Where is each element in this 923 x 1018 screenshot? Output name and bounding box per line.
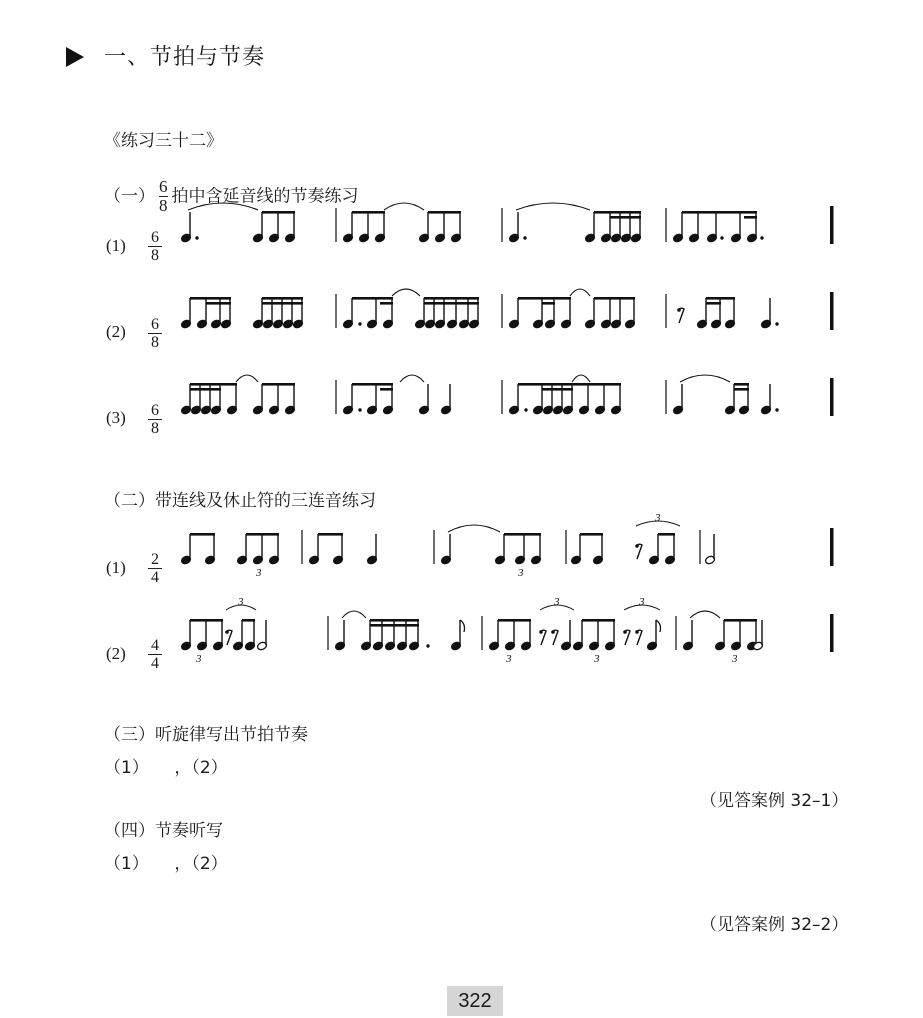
beam xyxy=(594,211,641,214)
beam xyxy=(504,533,541,536)
final-bar-line xyxy=(830,528,834,566)
beam xyxy=(190,388,221,391)
rest-dot xyxy=(551,630,555,634)
rest-dot xyxy=(635,544,639,548)
beam xyxy=(242,619,255,622)
rhythm-notation xyxy=(180,203,833,665)
beam xyxy=(542,388,573,391)
beam xyxy=(706,297,735,300)
beam xyxy=(262,302,303,305)
p1-row1-ts-num: 6 xyxy=(148,229,162,247)
part4-answer-ref: （见答案例 32–2） xyxy=(700,915,849,935)
triplet-mark: 3 xyxy=(256,567,262,579)
tie xyxy=(516,203,590,210)
p2-row2-ts-num: 4 xyxy=(148,637,162,655)
dot xyxy=(358,322,361,325)
p1-row3-ts-den: 8 xyxy=(151,420,159,437)
part3-items: （1） ，（2） xyxy=(104,758,228,778)
beam xyxy=(318,533,343,536)
part1-suffix: 拍中含延音线的节奏练习 xyxy=(171,186,359,207)
beam xyxy=(706,302,721,305)
page-number: 322 xyxy=(447,986,503,1016)
p2-row1-label: (1) xyxy=(106,558,126,577)
beam xyxy=(190,619,223,622)
dot xyxy=(524,408,527,411)
part4-items: （1） ，（2） xyxy=(104,854,228,874)
part3-heading: （三）听旋律写出节拍节奏 xyxy=(104,725,308,745)
beam xyxy=(190,383,237,386)
p2-row1-ts-den: 4 xyxy=(151,569,159,586)
p1-row2-label: (2) xyxy=(106,322,126,341)
dot xyxy=(358,408,361,411)
beam xyxy=(262,383,295,386)
beam xyxy=(424,297,479,300)
beam xyxy=(262,211,295,214)
beam xyxy=(580,533,603,536)
final-bar-line xyxy=(830,614,834,652)
part1-prefix: （一） xyxy=(104,186,155,207)
beam xyxy=(380,302,393,305)
beam xyxy=(744,216,757,219)
beam xyxy=(424,302,479,305)
beam xyxy=(428,211,461,214)
triplet-mark: 3 xyxy=(732,653,738,665)
final-bar-line xyxy=(830,378,834,416)
beam xyxy=(498,619,531,622)
tie xyxy=(188,203,258,210)
beam xyxy=(542,302,555,305)
beam xyxy=(352,297,393,300)
p2-row2-ts-den: 4 xyxy=(151,655,159,672)
beam xyxy=(734,383,749,386)
beam xyxy=(352,383,393,386)
dot xyxy=(426,644,429,647)
p1-row1-label: (1) xyxy=(106,236,126,255)
triplet-mark: 3 xyxy=(639,596,645,608)
part3-answer-ref: （见答案例 32–1） xyxy=(700,791,849,811)
p1-row3-ts-num: 6 xyxy=(148,402,162,420)
p1-row2-ts-num: 6 xyxy=(148,316,162,334)
dot xyxy=(195,236,198,239)
triplet-mark: 3 xyxy=(655,512,661,524)
beam xyxy=(518,297,571,300)
dot xyxy=(775,322,778,325)
rest-dot xyxy=(677,308,681,312)
beam xyxy=(246,533,279,536)
tie xyxy=(384,203,424,210)
beam xyxy=(206,302,231,305)
dot xyxy=(720,236,723,239)
part2-heading: （二）带连线及休止符的三连音练习 xyxy=(104,491,376,511)
beam xyxy=(594,297,635,300)
beam xyxy=(370,619,419,622)
triplet-mark: 3 xyxy=(238,596,244,608)
triplet-mark: 3 xyxy=(506,653,512,665)
tie xyxy=(690,611,720,618)
p2-row1-ts-num: 2 xyxy=(148,551,162,569)
beam xyxy=(724,619,757,622)
part1-frac-num: 6 xyxy=(159,177,168,196)
triplet-mark: 3 xyxy=(196,653,202,665)
tie xyxy=(572,375,590,382)
tie xyxy=(342,611,366,618)
beam xyxy=(262,297,303,300)
tie xyxy=(570,289,590,296)
final-bar-line xyxy=(830,206,834,244)
dot xyxy=(523,236,526,239)
beam xyxy=(658,533,675,536)
tie xyxy=(392,289,420,296)
beam xyxy=(518,383,621,386)
tie xyxy=(448,525,500,532)
rest-dot xyxy=(635,630,639,634)
beam xyxy=(352,211,385,214)
beam xyxy=(734,388,749,391)
beam xyxy=(380,388,393,391)
dot xyxy=(760,236,763,239)
rest-dot xyxy=(623,630,627,634)
part1-frac-den: 8 xyxy=(159,196,168,215)
section-title-text: 一、节拍与节奏 xyxy=(104,45,266,70)
tie xyxy=(680,375,730,382)
part4-heading: （四）节奏听写 xyxy=(104,821,223,841)
dot xyxy=(775,408,778,411)
beam xyxy=(190,297,231,300)
triplet-mark: 3 xyxy=(518,567,524,579)
p1-row3-label: (3) xyxy=(106,408,126,427)
p2-row2-label: (2) xyxy=(106,644,126,663)
rest-dot xyxy=(225,630,229,634)
beam xyxy=(370,624,419,627)
rest-dot xyxy=(539,630,543,634)
p1-row2-ts-den: 8 xyxy=(151,334,159,351)
p1-row1-ts-den: 8 xyxy=(151,247,159,264)
exercise-title: 《练习三十二》 xyxy=(104,131,223,151)
beam xyxy=(610,216,641,219)
triplet-mark: 3 xyxy=(554,596,560,608)
beam xyxy=(682,211,757,214)
beam xyxy=(190,533,215,536)
triplet-mark: 3 xyxy=(594,653,600,665)
tie xyxy=(236,375,258,382)
tie xyxy=(400,375,424,382)
beam xyxy=(582,619,615,622)
final-bar-line xyxy=(830,292,834,330)
